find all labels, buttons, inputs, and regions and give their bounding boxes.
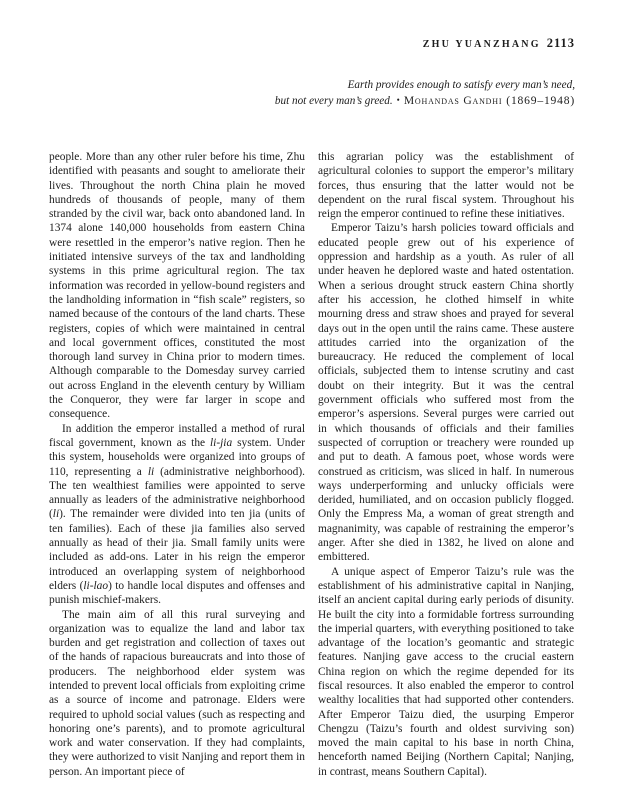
epigraph-line-1 xyxy=(275,77,575,93)
epigraph-quote-line2: but not every man’s greed. xyxy=(274,94,393,107)
text-run: ). The remainder were divided into ten jia (units of ten families). Each of these jia families also served annually as head of their jia. Small family units were included as add-ons. Later in his reign the emperor introduced an overlapping system of neighborhood elders ( xyxy=(49,508,305,592)
epigraph-attribution: Mohandas Gandhi xyxy=(403,93,503,107)
text-run: system. Under this system, households were organized into groups of 110, representing a xyxy=(49,436,305,478)
text-run: people. More than any other ruler before his time, Zhu identified with peasants and sought to ameliorate their lives. Throughout the north China plain he moved hundreds of thousands of people, many of them stranded by the civil war, back onto abandoned land. In 1374 alone 140,000 households from eastern China were resettled in the emperor’s native region. Then he initiated intensive surveys of the tax and landholding systems in this prime agricultural region. The tax information was recorded in yellow-bound registers and the landholding information in “fish scale” registers, so named because of the contours of the land charts. These registers, copies of which were maintained in central and local government offices, constituted the most thorough land survey in China prior to modern times. Although comparable to the Domesday survey carried out across England in the eleventh century by William the Conqueror, they were far larger in scope and consequence. xyxy=(49,151,305,421)
epigraph-quote-line1: Earth provides enough to satisfy every man’s need, xyxy=(347,79,575,91)
text-run: ) to handle local disputes and offenses and punish mischief-makers. xyxy=(49,579,305,607)
paragraph xyxy=(49,150,305,422)
epigraph xyxy=(275,77,575,108)
paragraph xyxy=(49,608,305,780)
text-run: this agrarian policy was the establishment of agricultural colonies to support the emperor’s military forces, thus ensuring that the latter would not be dependent on the rural fiscal system. Throughout his reign the emperor continued to refine these initiatives. xyxy=(318,151,574,221)
italic-term: li xyxy=(147,465,155,478)
running-title: ZHU YUANZHANG xyxy=(422,39,541,50)
epigraph-dates: (1869–1948) xyxy=(506,93,575,107)
paragraph xyxy=(318,150,574,221)
text-run: Emperor Taizu’s harsh policies toward officials and educated people grew out of his experience of oppression and hardship as a youth. As ruler of all under heaven he deplored waste and hated ostentation. When a serious drought struck eastern China shortly after his accession, he clothed himself in white mourning dress and straw shoes and prayed for several days out in the open until the rains came. These austere attitudes carried into the organization of the bureaucracy. He reduced the complement of local officials, subjected them to intense scrutiny and cast doubt on their integrity. But it was the central government officials who suffered most from the emperor’s aspersions. Several purges were carried out in which thousands of officials and their families suspected of corruption or treachery were rounded up and put to death. A famous poet, whose words were construed as criticism, was sliced in half. In numerous ways underperforming and unlucky officials were derided, humiliated, and on occasion publicly flogged. Only the Empress Ma, a woman of great strength and magnanimity, was capable of restraining the emperor’s anger. After she died in 1382, he lived on alone and embittered. xyxy=(318,222,574,564)
paragraph xyxy=(318,565,574,779)
epigraph-line-2 xyxy=(275,93,575,109)
right-column xyxy=(318,150,574,779)
italic-term: li-lao xyxy=(83,579,109,592)
text-run: (administrative neighborhood). The ten wealthiest families were appointed to serve annually as leaders of the administrative neighborhood ( xyxy=(49,465,305,521)
text-run: In addition the emperor installed a method of rural fiscal government, known as the xyxy=(49,422,305,449)
body-columns xyxy=(49,150,574,779)
italic-term: li-jia xyxy=(210,436,233,449)
paragraph xyxy=(318,221,574,564)
running-header xyxy=(423,34,575,52)
page-number: 2113 xyxy=(546,36,575,50)
paragraph xyxy=(49,422,305,608)
italic-term: li xyxy=(52,508,60,521)
left-column xyxy=(49,150,305,779)
text-run: A unique aspect of Emperor Taizu’s rule was the establishment of his administrative capital in Nanjing, itself an ancient capital during early periods of disunity. He built the city into a formidable fortress surrounding the imperial quarters, with everything positioned to take advantage of the location’s geomantic and strategic features. Nanjing gave access to the crucial eastern China region on which the regime depended for its fiscal resources. It also enabled the emperor to control wealthy localities that had supported other contenders. After Emperor Taizu died, the usurping Emperor Chengzu (Taizu’s fourth and oldest surviving son) moved the main capital to his base in north China, henceforth named Beijing (Northern Capital; Nanjing, in contrast, means Southern Capital). xyxy=(318,565,574,778)
text-run: The main aim of all this rural surveying and organization was to equalize the land and labor tax burden and get registration and collection of taxes out of the hands of rapacious bureaucrats and into those of producers. The neighborhood elder system was intended to prevent local officials from exploiting crime as a source of income and patronage. Elders were required to uphold social values (such as respecting and honoring one’s parents), and to promote agricultural work and water conservation. If they had complaints, they were authorized to visit Nanjing and report them in person. An important piece of xyxy=(49,608,305,778)
epigraph-bullet: • xyxy=(396,94,400,105)
